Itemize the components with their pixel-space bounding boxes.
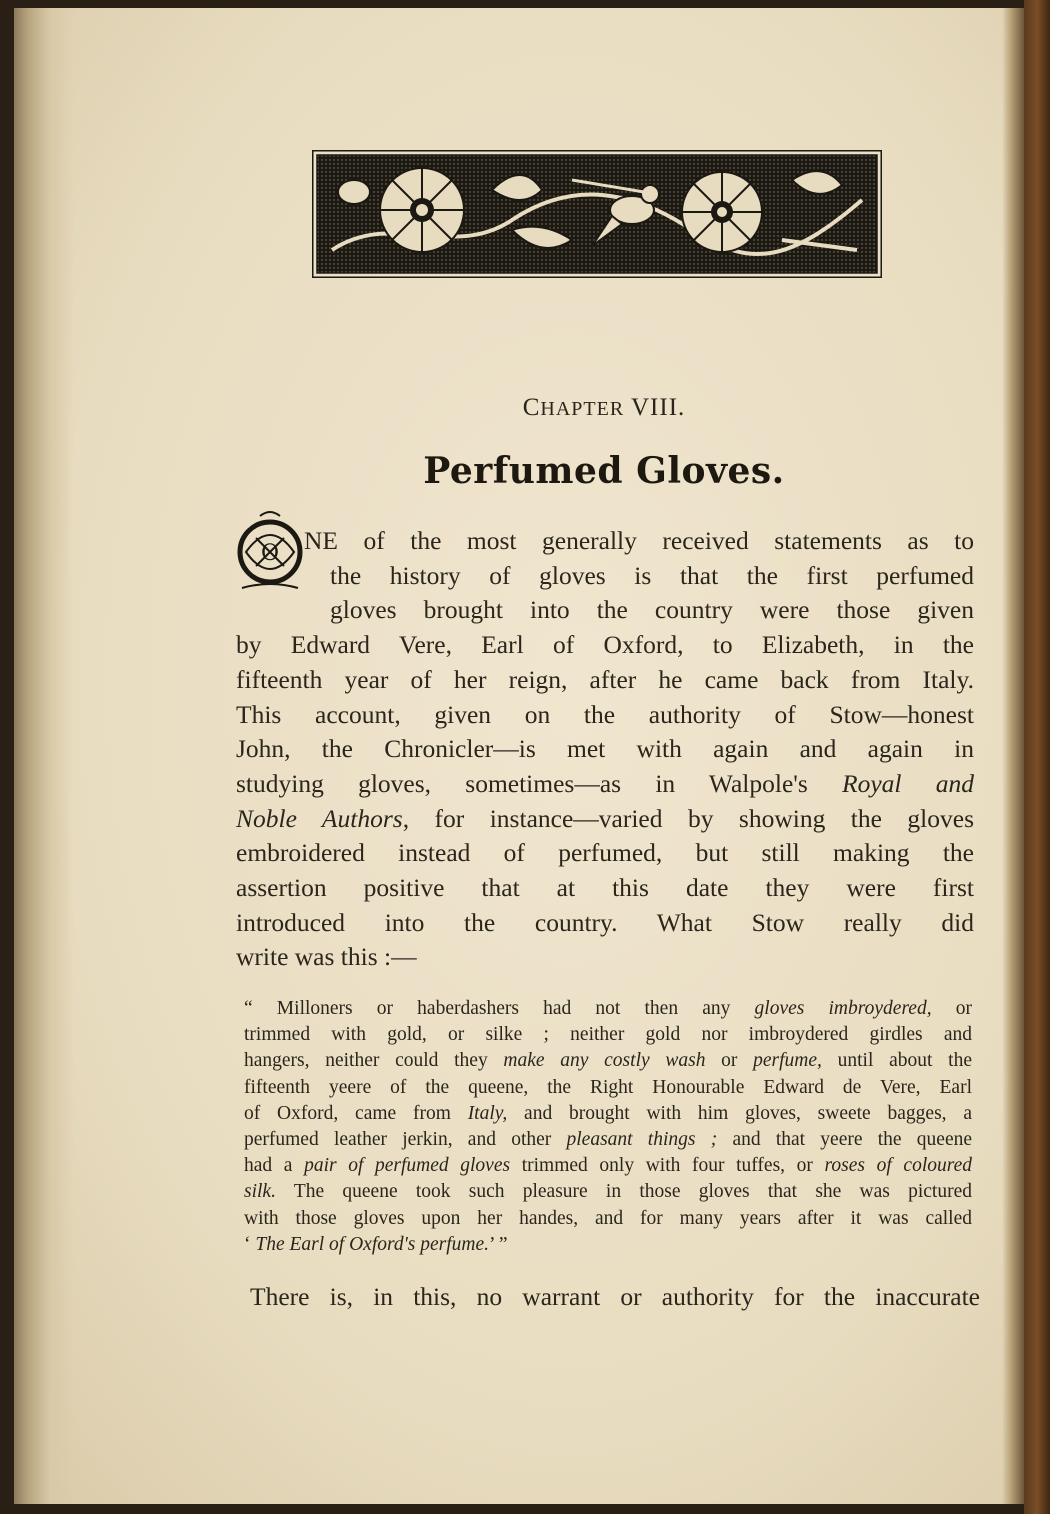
- dropcap-letter: O: [260, 541, 280, 566]
- floral-headpiece-ornament: [312, 150, 882, 278]
- body-line-1: NE of the most generally received statements as to: [304, 526, 974, 555]
- book-page: [14, 8, 1024, 1504]
- body-continuation-line: There is, in this, no warrant or authority for the inaccurate: [250, 1282, 980, 1311]
- quote-line-10: ‘ The Earl of Oxford's perfume.’ ”: [244, 1233, 508, 1255]
- quote-line-9: with those gloves upon her handes, and for many years after it was called: [244, 1207, 972, 1229]
- chapter-label-rest: HAPTER: [540, 398, 625, 420]
- page-edge-right: [1002, 8, 1024, 1504]
- chapter-title: Perfumed Gloves.: [423, 450, 785, 492]
- chapter-label-initial: C: [522, 394, 541, 421]
- body-line-2: the history of gloves is that the first perfumed: [330, 560, 974, 590]
- body-paragraph: [236, 524, 974, 975]
- quote-line-8: silk. The queene took such pleasure in those gloves that she was pictured: [244, 1181, 972, 1203]
- chapter-numeral: VIII.: [631, 394, 686, 421]
- chapter-heading: [454, 394, 754, 422]
- body-line-3: gloves brought into the country were those given: [330, 595, 974, 625]
- body-line-9: Noble Authors, for instance—varied by showing the gloves: [236, 803, 974, 833]
- quote-line-3: hangers, neither could they make any costly wash or perfume, until about the: [244, 1050, 972, 1072]
- stow-quotation: [244, 996, 972, 1258]
- body-line-6: This account, given on the authority of Stow—honest: [236, 699, 974, 729]
- page-edge-left: [14, 8, 74, 1504]
- body-line-13: write was this :—: [236, 942, 417, 972]
- quote-line-4: fifteenth yeere of the queene, the Right Honourable Edward de Vere, Earl: [244, 1076, 972, 1098]
- body-line-7: John, the Chronicler—is met with again and again in: [236, 734, 974, 764]
- chapter-title-wrap: [414, 450, 794, 492]
- quote-line-7: had a pair of perfumed gloves trimmed only with four tuffes, or roses of coloured: [244, 1155, 973, 1177]
- quote-line-1: “ Milloners or haberdashers had not then any gloves imbroydered, or: [244, 998, 972, 1019]
- body-line-5: fifteenth year of her reign, after he came back from Italy.: [236, 664, 974, 694]
- book-spine: [1024, 0, 1050, 1514]
- quote-line-5: of Oxford, came from Italy, and brought with him gloves, sweete bagges, a: [244, 1102, 972, 1124]
- body-line-12: introduced into the country. What Stow really did: [236, 907, 974, 937]
- body-line-8: studying gloves, sometimes—as in Walpole's Royal and: [236, 768, 974, 798]
- quote-line-2: trimmed with gold, or silke ; neither gold nor imbroydered girdles and: [244, 1024, 972, 1046]
- body-line-4: by Edward Vere, Earl of Oxford, to Elizabeth, in the: [236, 630, 974, 660]
- quote-line-6: perfumed leather jerkin, and other pleasant things ; and that yeere the queene: [244, 1129, 973, 1151]
- body-line-11: assertion positive that at this date they were first: [236, 873, 974, 903]
- body-line-10: embroidered instead of perfumed, but still making the: [236, 838, 974, 868]
